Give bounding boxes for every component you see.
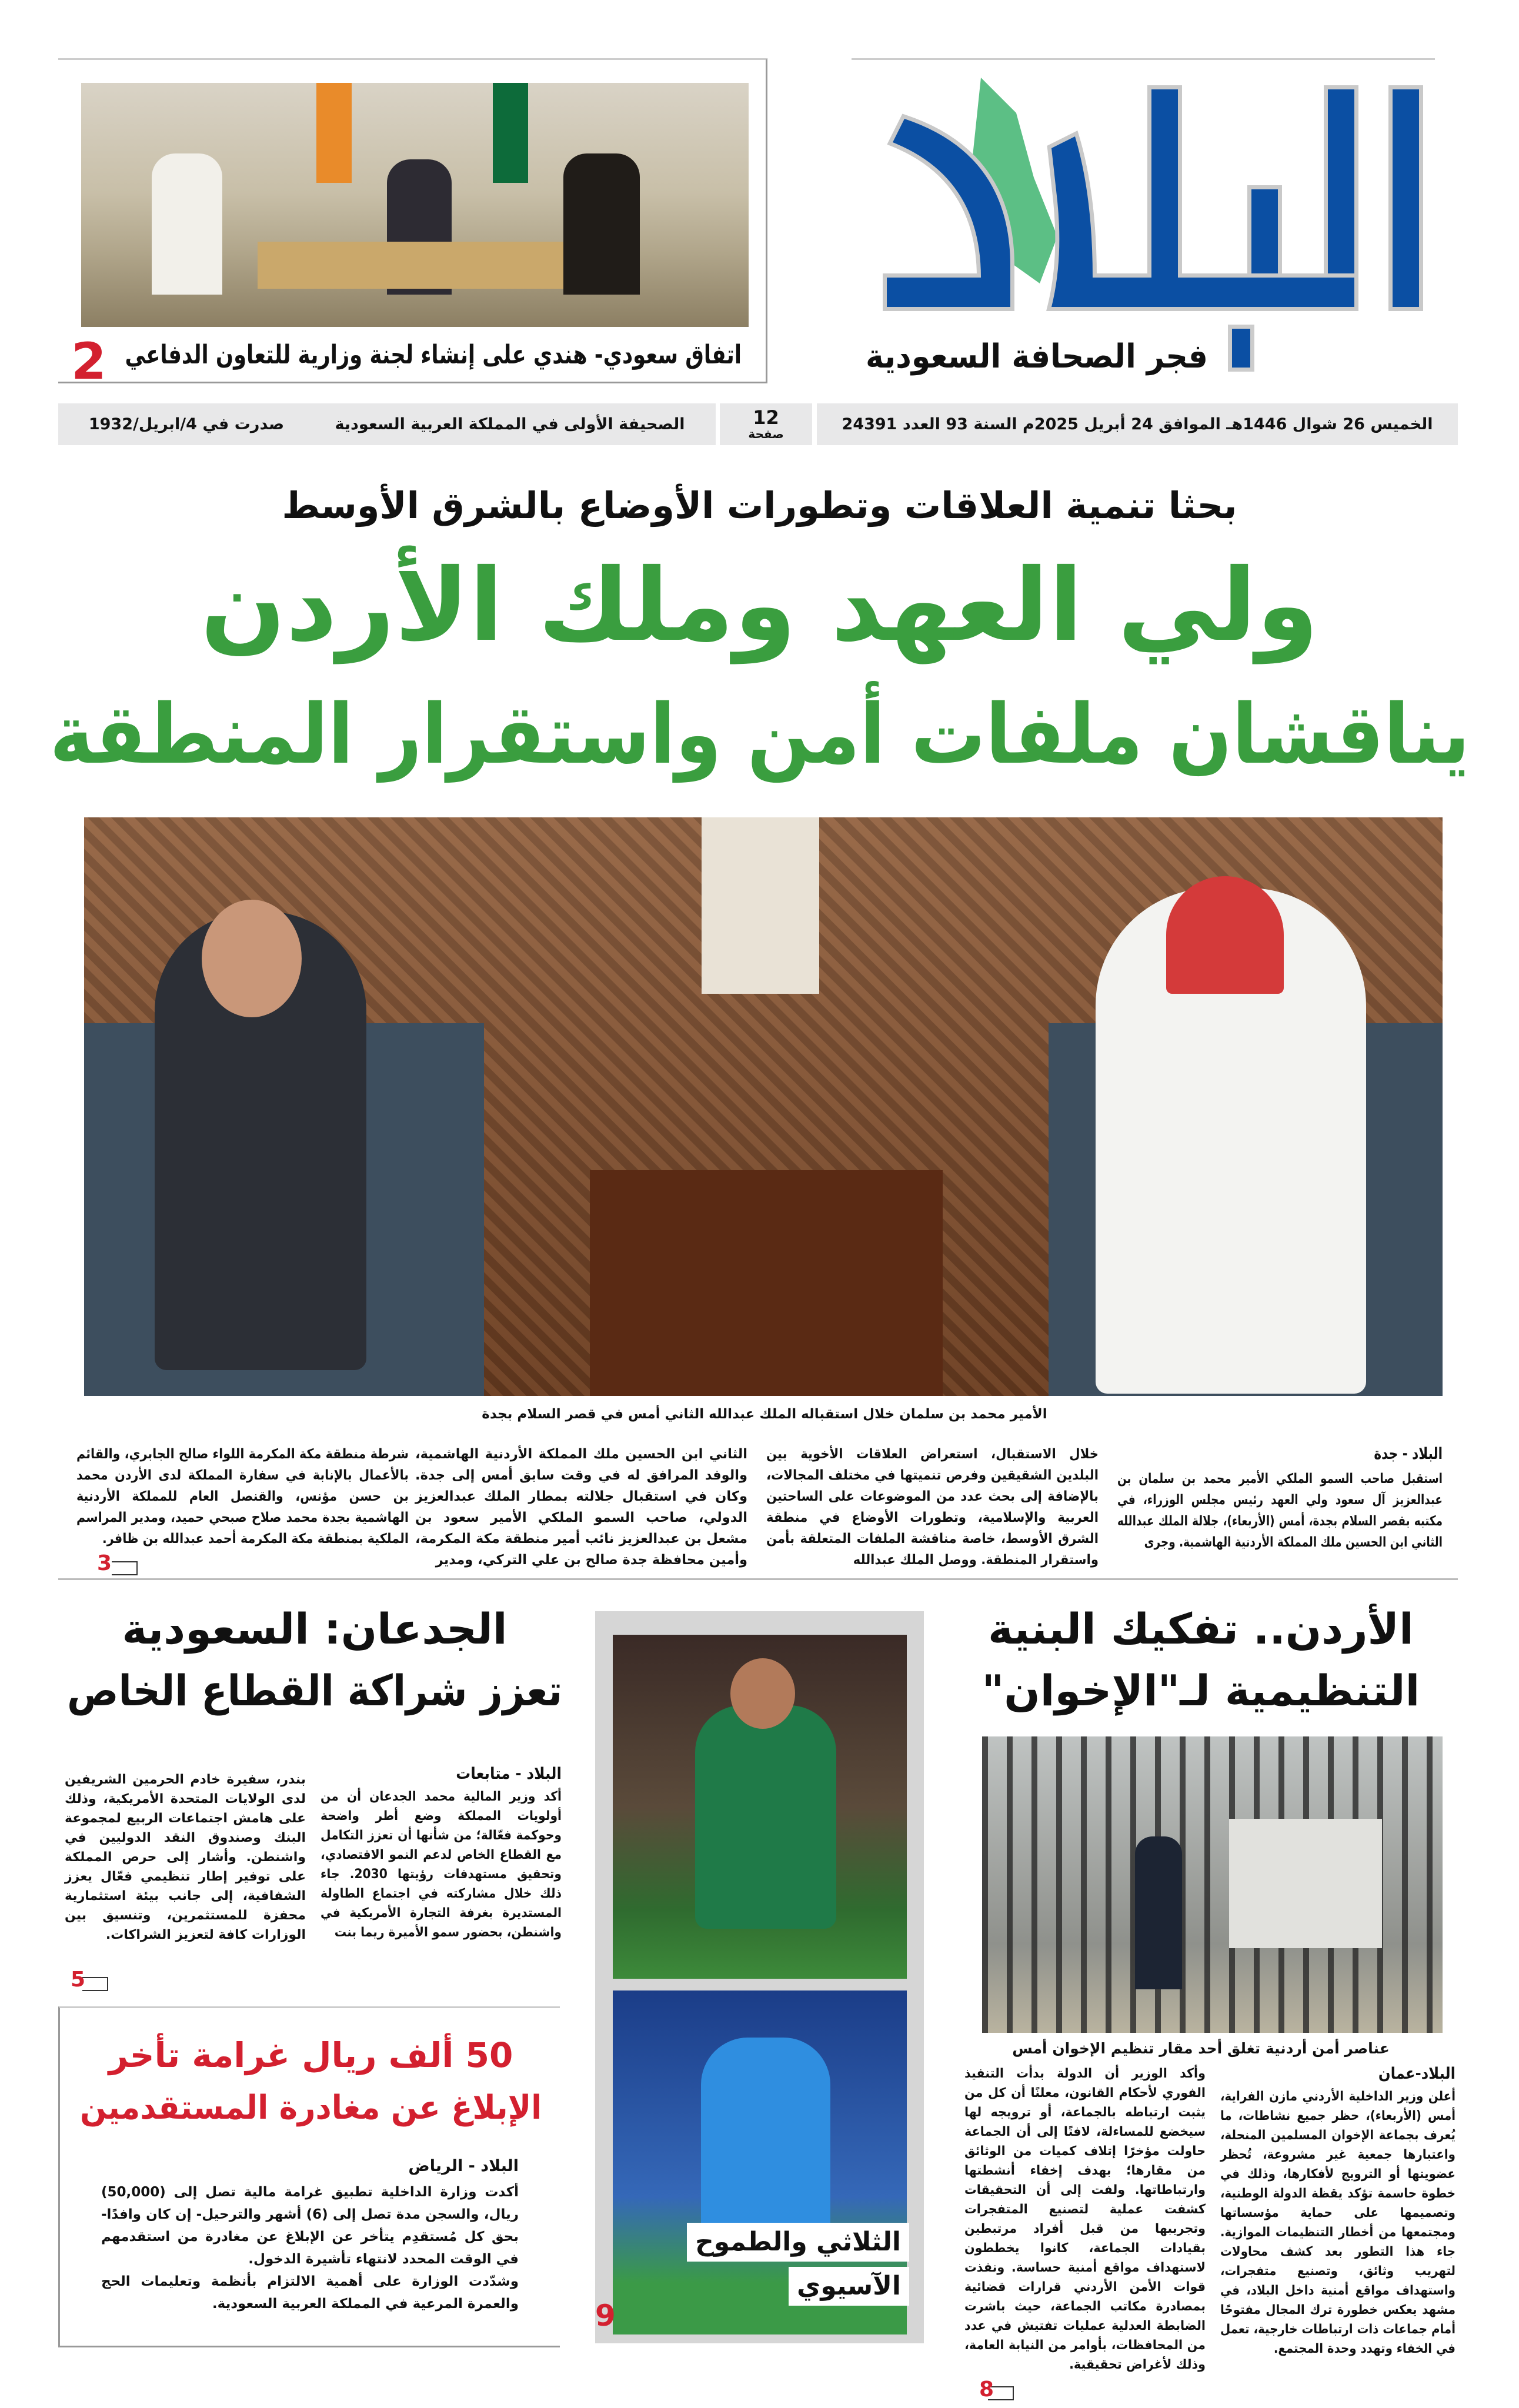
fine-headline-1[interactable]: 50 ألف ريال غرامة تأخر bbox=[108, 2035, 513, 2075]
fine-paragraph: أكدت وزارة الداخلية تطبيق غرامة مالية تصل إلى (50,000) ريال، والسجن مدة تصل إلى (6) أشهر والترحيل- إن كان وافدًا- بحق كل مُستقدِم يتأخر عن الإبلاغ عن مغادرة من استقدمهم في الوقت المحدد لانتهاء تأشيرة الدخول. bbox=[101, 2185, 519, 2267]
founded-box bbox=[69, 403, 304, 445]
lead-kicker-box bbox=[47, 479, 1472, 532]
lead-column-3: الثاني ابن الحسين ملك المملكة الأردنية الهاشمية، والوفد المرافق له في وقت سابق أمس إلى جدة. وكان في استقبال جلالته بمطار الملك عبدالعزيز الدولي، صاحب السمو الملكي الأمير سعود بن مشعل بن عبدالعزيز نائب أمير منطقة مكة المكرمة، وأمين محافظة جدة صالح بن علي التركي، ومدير bbox=[415, 1447, 747, 1568]
jordan-headline-1[interactable]: الأردن.. تفكيك البنية bbox=[988, 1604, 1414, 1654]
page-count-label: صفحة bbox=[748, 426, 784, 441]
jordan-page-ref[interactable]: 8 bbox=[979, 2377, 994, 2402]
finance-column-1 bbox=[321, 1764, 562, 1942]
teaser-headline: اتفاق سعودي- هندي على إنشاء لجنة وزارية للتعاون الدفاعي bbox=[125, 340, 742, 370]
slogan-box bbox=[304, 403, 716, 445]
lead-headline-2[interactable]: يناقشان ملفات أمن واستقرار المنطقة bbox=[49, 687, 1470, 783]
fine-story-box bbox=[58, 2006, 560, 2347]
slogan: الصحيفة الأولى في المملكة العربية السعودية bbox=[335, 415, 685, 433]
jordan-headline-1-box[interactable] bbox=[959, 1599, 1443, 1658]
sports-photo-1 bbox=[613, 1635, 907, 1979]
jordan-caption: عناصر أمن أردنية تغلق أحد مقار تنظيم الإخوان أمس bbox=[1012, 2040, 1390, 2057]
lead-dateline: البلاد - جدة bbox=[1374, 1445, 1443, 1463]
fine-dateline: البلاد - الرياض bbox=[408, 2157, 519, 2175]
teaser-top[interactable] bbox=[58, 58, 767, 391]
continue-arrow-icon bbox=[82, 1977, 108, 1991]
sports-box[interactable] bbox=[595, 1611, 924, 2343]
teaser-headline-box bbox=[123, 332, 744, 379]
page-count-number: 12 bbox=[753, 406, 779, 429]
sports-page-ref[interactable]: 9 bbox=[595, 2299, 616, 2333]
jordan-text: أعلن وزير الداخلية الأردني مازن الفراية، أمس (الأربعاء)، حظر جميع نشاطات، ما يُعرف بجماعة الإخوان المسلمين المنحلة، واعتبارها جمعية غير مشروعة، تُحظر عضويتها أو الترويج لأفكارها، وذلك في خطوة حاسمة تؤكد يقظة الدولة الوطنية، وتصميمها على حماية مؤسساتها ومجتمعها من أخطار التنظيمات الموازية. جاء هذا التطور بعد كشف محاولات لتهريب وثائق، وتصنيع متفجرات، واستهداف مواقع أمنية داخل البلاد، في مشهد يعكس خطورة ترك المجال مفتوحًا أمام جماعات ذات ارتباطات خارجية، تعمل في الخفاء وتهدد وحدة المجتمع. bbox=[1220, 2089, 1455, 2356]
jordan-dateline: البلاد-عمان bbox=[1378, 2065, 1455, 2083]
jordan-column-1 bbox=[1220, 2064, 1455, 2359]
sports-label-2: الآسيوي bbox=[789, 2267, 909, 2306]
jordan-headline-2-box[interactable] bbox=[959, 1661, 1443, 1720]
lead-kicker: بحثا تنمية العلاقات وتطورات الأوضاع بالشرق الأوسط bbox=[282, 484, 1237, 527]
fine-text bbox=[101, 2155, 519, 2315]
section-divider bbox=[58, 1578, 1458, 1580]
finance-headline-2[interactable]: تعزز شراكة القطاع الخاص bbox=[66, 1666, 563, 1715]
jordan-headline-2[interactable]: التنظيمية لـ"الإخوان" bbox=[981, 1666, 1420, 1715]
slogan-strip bbox=[58, 403, 716, 445]
sports-label-1: الثلاثي والطموح bbox=[687, 2223, 909, 2262]
lead-column-2: خلال الاستقبال، استعراض العلاقات الأخوية بين البلدين الشقيقين وفرص تنميتها في مختلف المجالات، بالإضافة إلى بحث عدد من الموضوعات على الساحتين العربية والإسلامية، وتطورات الأوضاع في منطقة الشرق الأوسط، خاصة مناقشة الملفات المتعلقة بأمن واستقرار المنطقة. ووصل الملك عبدالله bbox=[766, 1447, 1099, 1568]
issue-info bbox=[817, 403, 1458, 445]
teaser-page-ref[interactable]: 2 bbox=[71, 332, 106, 391]
lead-headline-1[interactable]: ولي العهد وملك الأردن bbox=[200, 547, 1319, 664]
lead-column-4: شرطة منطقة مكة المكرمة اللواء صالح الجابري، والقائم بالأعمال بالإنابة في سفارة المملكة لدى الأردن محمد بن حسن مؤنس، والقنصل العام للمملكة الأردنية الهاشمية بجدة محمد صلاح صبحي حميد، ومدير المراسم الملكية بمنطقة مكة المكرمة أحمد عبدالله بن ظافر. bbox=[76, 1447, 409, 1547]
fine-headline-1-box[interactable] bbox=[78, 2029, 544, 2082]
lead-headline-2-box[interactable] bbox=[47, 682, 1472, 788]
logo bbox=[863, 72, 1428, 325]
issue-date: الخميس 26 شوال 1446هـ الموافق 24 أبريل 2025م السنة 93 العدد 24391 bbox=[842, 415, 1433, 433]
fine-paragraph: وشدّدت الوزارة على أهمية الالتزام بأنظمة وتعليمات الحج والعمرة المرعية في المملكة العربية السعودية. bbox=[101, 2274, 519, 2312]
continue-arrow-icon bbox=[112, 1561, 138, 1575]
logo-dot bbox=[1228, 325, 1254, 372]
lead-column-1 bbox=[1117, 1444, 1443, 1553]
finance-headline-1[interactable]: الجدعان: السعودية bbox=[122, 1604, 508, 1654]
lead-headline-1-box[interactable] bbox=[47, 547, 1472, 664]
lead-page-ref[interactable]: 3 bbox=[97, 1551, 112, 1575]
finance-headline-2-box[interactable] bbox=[65, 1661, 565, 1720]
finance-headline-1-box[interactable] bbox=[65, 1599, 565, 1658]
finance-column-2: بندر، سفيرة خادم الحرمين الشريفين لدى الولايات المتحدة الأمريكية، وذلك على هامش اجتماعات الربيع لمجموعة البنك وصندوق النقد الدوليين في واشنطن. وأشار إلى حرص المملكة على توفير إطار تنظيمي فعّال يعزز الشفافية، إلى جانب بيئة استثمارية محفزة للمستثمرين، وتنسيق بين الوزارات كافة لتعزيز الشراكات. bbox=[65, 1772, 306, 1942]
founded-date: صدرت في 4/ابريل/1932 bbox=[88, 415, 285, 433]
teaser-photo bbox=[81, 83, 749, 327]
lead-photo bbox=[84, 817, 1443, 1396]
fine-headline-2[interactable]: الإبلاغ عن مغادرة المستقدمين bbox=[79, 2089, 542, 2127]
finance-text: أكد وزير المالية محمد الجدعان أن من أولويات المملكة وضع أطر واضحة وحوكمة فعّالة؛ من شأنها أن تعزز التكامل مع القطاع الخاص لدعم النمو الاقتصادي، وتحقيق مستهدفات رؤيتها 2030. جاء ذلك خلال مشاركته في اجتماع الطاولة المستديرة بغرفة التجارة الأمريكية في واشنطن، بحضور سمو الأميرة ريما بنت bbox=[321, 1789, 562, 1940]
tagline-box bbox=[863, 333, 1210, 380]
fine-headline-2-box[interactable] bbox=[78, 2082, 544, 2135]
masthead bbox=[852, 58, 1435, 383]
finance-dateline: البلاد - متابعات bbox=[456, 1765, 562, 1783]
lead-text: استقبل صاحب السمو الملكي الأمير محمد بن سلمان بن عبدالعزيز آل سعود ولي العهد رئيس مجلس الوزراء، في مكتبه بقصر السلام بجدة، أمس (الأربعاء)، جلالة الملك عبدالله الثاني ابن الحسين ملك المملكة الأردنية الهاشمية. وجرى bbox=[1117, 1471, 1443, 1550]
tagline: فجر الصحافة السعودية bbox=[866, 338, 1208, 376]
page-count bbox=[720, 403, 812, 445]
jordan-photo bbox=[982, 1736, 1443, 2033]
jordan-caption-box bbox=[959, 2037, 1443, 2060]
date-strip bbox=[58, 403, 1458, 445]
lead-caption-box bbox=[294, 1402, 1235, 1426]
jordan-column-2: وأكد الوزير أن الدولة بدأت التنفيذ الفوري لأحكام القانون، معلنًا أن كل من يثبت ارتباطه بالجماعة، أو ترويجه لها سيخضع للمساءلة، لافتًا إلى أن الجماعة حاولت مؤخرًا إتلاف كميات من الوثائق من مقارها؛ بهدف إخفاء أنشطتها وارتباطاتها. ولفت إلى أن التحقيقات كشفت عملية لتصنيع المتفجرات وتجريبها من قبل أفراد مرتبطين بقيادات الجماعة، كانوا يخططون لاستهداف مواقع أمنية حساسة. ونفذت قوات الأمن الأردني قرارات قضائية بمصادرة مكاتب الجماعة، حيث باشرت الضابطة العدلية عمليات تفتيش في عدد من المحافظات، بأوامر من النيابة العامة، وذلك لأغراض تحقيقية. bbox=[964, 2066, 1206, 2372]
finance-page-ref[interactable]: 5 bbox=[71, 1968, 86, 1992]
lead-caption: الأمير محمد بن سلمان خلال استقباله الملك عبدالله الثاني أمس في قصر السلام بجدة bbox=[482, 1407, 1047, 1422]
